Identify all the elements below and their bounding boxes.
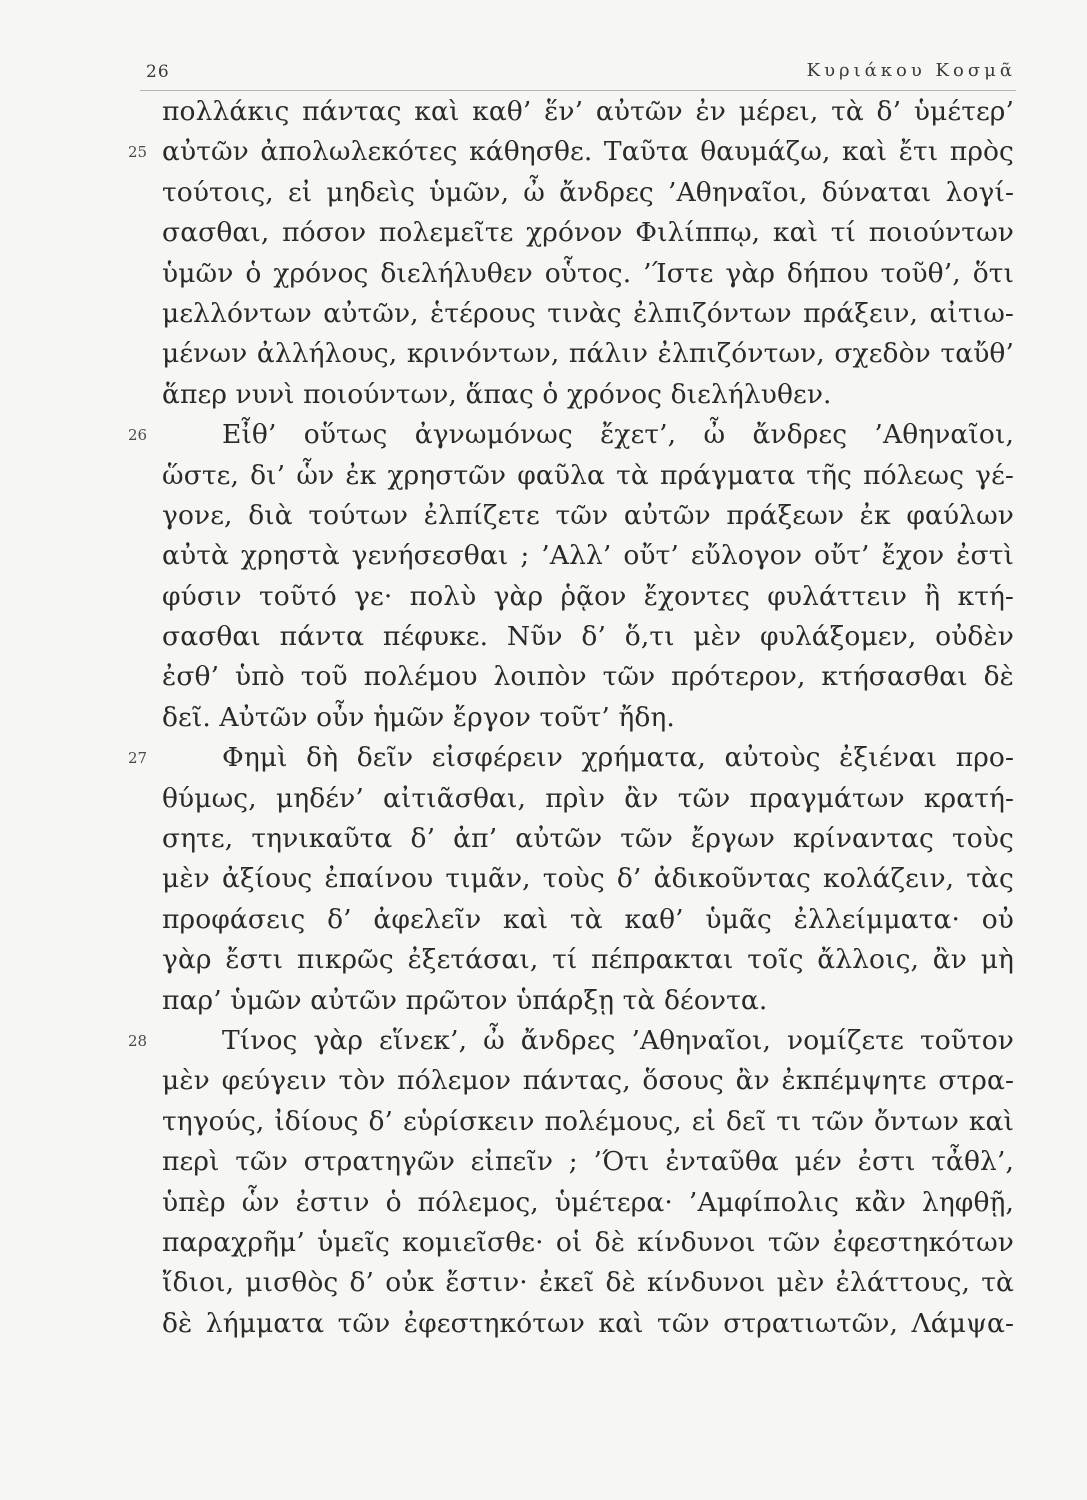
- text-line: [162, 496, 1014, 536]
- text-line: [162, 1183, 1014, 1223]
- section-number: 27: [128, 749, 148, 768]
- line-text: περὶ τῶν στρατηγῶν εἰπεῖν ; ’Ότι ἐνταῦθα μέν ἐστι τἆθλ’,: [162, 1146, 1014, 1178]
- line-text: ἴδιοι, μισθὸς δ’ οὐκ ἔστιν· ἐκεῖ δὲ κίνδυνοι μὲν ἐλάττους, τὰ: [162, 1267, 1014, 1299]
- line-text: μὲν φεύγειν τὸν πόλεμον πάντας, ὅσους ἂν ἐκπέμψητε στρα-: [162, 1065, 1014, 1097]
- text-line: [162, 1102, 1014, 1142]
- page-number: 26: [146, 62, 170, 82]
- line-text: σασθαι πάντα πέφυκε. Νῦν δ’ ὅ,τι μὲν φυλάξομεν, οὐδὲν: [162, 621, 1014, 653]
- text-line: [162, 254, 1014, 294]
- text-line: [162, 456, 1014, 496]
- text-line: [162, 819, 1014, 859]
- text-line: [162, 1263, 1014, 1303]
- text-line: [162, 940, 1014, 980]
- line-text: παραχρῆμ’ ὑμεῖς κομιεῖσθε· οἱ δὲ κίνδυνοι τῶν ἐφεστηκότων: [162, 1226, 1014, 1258]
- text-line: [128, 738, 1014, 778]
- line-text: ὑμῶν ὁ χρόνος διελήλυθεν οὗτος. ’Ίστε γὰρ δήπου τοῦθ’, ὅτι: [162, 257, 1014, 289]
- line-text: σητε, τηνικαῦτα δ’ ἀπ’ αὐτῶν τῶν ἔργων κρίναντας τοὺς: [162, 823, 1014, 855]
- line-text: πολλάκις πάντας καὶ καθ’ ἕν’ αὐτῶν ἐν μέρει, τὰ δ’ ὑμέτερ’: [162, 96, 1014, 127]
- text-line: [162, 1142, 1014, 1182]
- running-head: Κυριάκου Κοσμᾶ: [806, 60, 1016, 81]
- text-line: [162, 375, 1014, 415]
- text-line: [162, 213, 1014, 253]
- line-text: αὐτῶν ἀπολωλεκότες κάθησθε. Ταῦτα θαυμάζω, καὶ ἔτι πρὸς: [162, 136, 1014, 168]
- line-text: ἐσθ’ ὑπὸ τοῦ πολέμου λοιπὸν τῶν πρότερον, κτήσασθαι δὲ: [162, 661, 1014, 693]
- line-text: θύμως, μηδέν’ αἰτιᾶσθαι, πρὶν ἂν τῶν πραγμάτων κρατή-: [162, 782, 1014, 814]
- line-text: Φημὶ δὴ δεῖν εἰσφέρειν χρήματα, αὐτοὺς ἐξιέναι προ-: [222, 742, 1014, 774]
- line-number: 25: [128, 143, 148, 162]
- text-line: [162, 617, 1014, 657]
- line-text: μελλόντων αὐτῶν, ἑτέρους τινὰς ἐλπιζόντων πράξειν, αἰτιω-: [162, 297, 1014, 329]
- text-line: [162, 1304, 1014, 1344]
- text-line: [162, 92, 1014, 132]
- line-text: αὐτὰ χρηστὰ γενήσεσθαι ; ’Αλλ’ οὔτ’ εὔλογον οὔτ’ ἔχον ἐστὶ: [162, 540, 1014, 572]
- text-line: [162, 1223, 1014, 1263]
- line-text: μένων ἀλλήλους, κρινόντων, πάλιν ἐλπιζόντων, σχεδὸν ταὔθ’: [162, 338, 1014, 370]
- text-line: [162, 577, 1014, 617]
- section-number: 26: [128, 426, 148, 445]
- text-line: [162, 657, 1014, 697]
- text-line: [128, 132, 1014, 172]
- text-line: [162, 334, 1014, 374]
- text-line: [128, 415, 1014, 455]
- line-text: γὰρ ἔστι πικρῶς ἐξετάσαι, τί πέπρακται τοῖς ἄλλοις, ἂν μὴ: [162, 944, 1014, 976]
- text-line: [162, 859, 1014, 899]
- line-text: τούτοις, εἰ μηδεὶς ὑμῶν, ὦ ἄνδρες ’Αθηναῖοι, δύναται λογί-: [162, 176, 1014, 208]
- text-line: [162, 981, 1014, 1021]
- text-line: [162, 698, 1014, 738]
- line-text: ὥστε, δι’ ὧν ἐκ χρηστῶν φαῦλα τὰ πράγματα τῆς πόλεως γέ-: [162, 459, 1014, 491]
- line-text: φύσιν τοῦτό γε· πολὺ γὰρ ῥᾷον ἔχοντες φυλάττειν ἢ κτή-: [162, 580, 1014, 612]
- line-text: προφάσεις δ’ ἀφελεῖν καὶ τὰ καθ’ ὑμᾶς ἐλλείμματα· οὐ: [162, 903, 1014, 935]
- text-line: [162, 173, 1014, 213]
- line-text: τηγούς, ἰδίους δ’ εὑρίσκειν πολέμους, εἰ δεῖ τι τῶν ὄντων καὶ: [162, 1105, 1014, 1137]
- text-line: [162, 900, 1014, 940]
- line-text: Εἶθ’ οὕτως ἀγνωμόνως ἔχετ’, ὦ ἄνδρες ’Αθηναῖοι,: [222, 419, 1014, 451]
- text-line: [162, 294, 1014, 334]
- section-number: 28: [128, 1031, 148, 1050]
- page-header: [140, 54, 1016, 91]
- line-text: Τίνος γὰρ εἵνεκ’, ὦ ἄνδρες ’Αθηναῖοι, νομίζετε τοῦτον: [222, 1024, 1014, 1056]
- line-text: δεῖ. Αὐτῶν οὖν ἡμῶν ἔργον τοῦτ’ ἤδη.: [162, 701, 675, 733]
- text-line: [162, 1061, 1014, 1101]
- line-text: δὲ λήμματα τῶν ἐφεστηκότων καὶ τῶν στρατιωτῶν, Λάμψα-: [162, 1307, 1014, 1339]
- text-line: [162, 536, 1014, 576]
- line-text: παρ’ ὑμῶν αὐτῶν πρῶτον ὑπάρξῃ τὰ δέοντα.: [162, 984, 768, 1016]
- body-text: [128, 92, 1014, 1344]
- line-text: σασθαι, πόσον πολεμεῖτε χρόνον Φιλίππῳ, καὶ τί ποιούντων: [162, 217, 1014, 249]
- line-text: γονε, διὰ τούτων ἐλπίζετε τῶν αὐτῶν πράξεων ἐκ φαύλων: [162, 499, 1014, 531]
- line-text: μὲν ἀξίους ἐπαίνου τιμᾶν, τοὺς δ’ ἀδικοῦντας κολάζειν, τὰς: [162, 863, 1014, 895]
- line-text: ἅπερ νυνὶ ποιούντων, ἅπας ὁ χρόνος διελήλυθεν.: [162, 378, 832, 410]
- text-line: [162, 779, 1014, 819]
- line-text: ὑπὲρ ὧν ἐστιν ὁ πόλεμος, ὑμέτερα· ’Αμφίπολις κἂν ληφθῇ,: [162, 1186, 1014, 1218]
- text-line: [128, 1021, 1014, 1061]
